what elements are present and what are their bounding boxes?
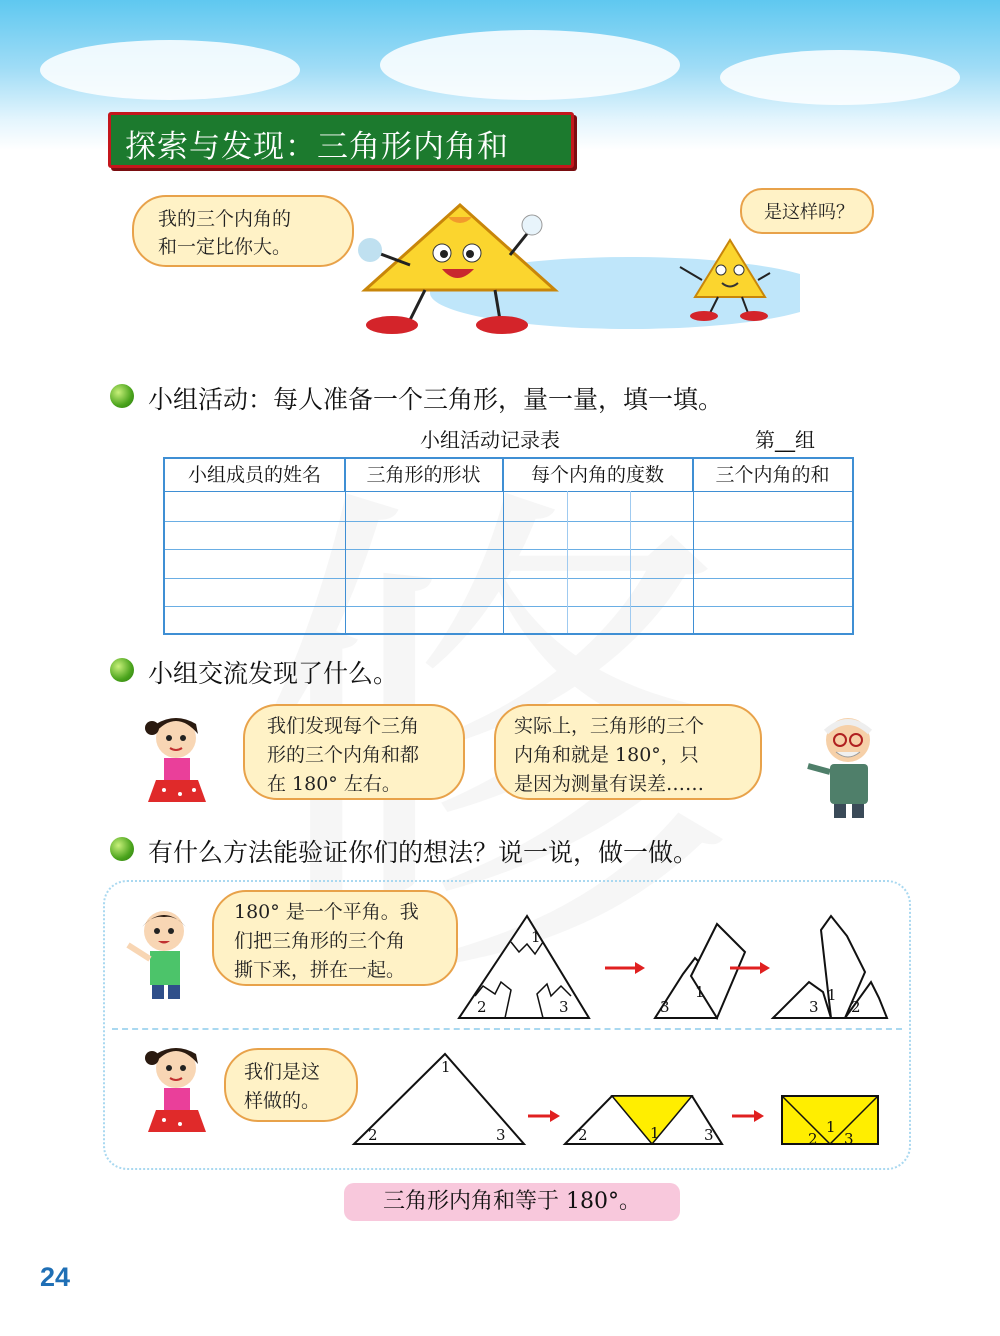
bubble-line: 是因为测量有误差…… <box>514 773 705 795</box>
angle-label: 2 <box>368 1126 378 1144</box>
angle-label: 3 <box>844 1130 854 1148</box>
angle-label: 2 <box>808 1130 818 1148</box>
conclusion-banner: 三角形内角和等于 180°。 <box>344 1183 680 1221</box>
bubble-line: 样做的。 <box>244 1090 321 1112</box>
bubble-line: 们把三角形的三个角 <box>234 930 406 952</box>
column-header: 三个内角的和 <box>715 464 830 486</box>
shoe-icon <box>366 316 418 334</box>
table-row <box>165 521 852 522</box>
boy-character-illustration <box>122 905 210 1005</box>
angle-label: 1 <box>441 1058 451 1076</box>
page-title: 探索与发现：三角形内角和 <box>125 129 509 165</box>
glove-icon <box>522 215 542 235</box>
speech-bubble-big-triangle <box>132 195 354 267</box>
angle-label: 1 <box>531 928 541 946</box>
angle-label: 3 <box>809 998 819 1016</box>
discussion-instruction: 小组交流发现了什么。 <box>148 659 399 688</box>
table-row <box>165 606 852 607</box>
bubble-line: 180° 是一个平角。我 <box>234 901 419 923</box>
speech-bubble-girl <box>243 704 465 800</box>
angle-label: 2 <box>851 998 861 1016</box>
angle-label: 3 <box>559 998 569 1016</box>
bubble-line: 在 180° 左右。 <box>267 773 401 795</box>
triangle-characters-illustration <box>330 195 800 345</box>
angle-label: 3 <box>496 1126 506 1144</box>
bubble-line: 是这样吗？ <box>764 202 854 223</box>
table-row <box>165 578 852 579</box>
teacher-character-illustration <box>800 712 890 822</box>
column-header: 三角形的形状 <box>345 459 503 491</box>
bubble-line: 我的三个内角的 <box>158 208 292 230</box>
angle-label: 1 <box>650 1124 660 1142</box>
girl-character-illustration <box>140 1042 220 1142</box>
page-number: 24 <box>40 1262 71 1292</box>
table-column-rule <box>693 459 694 633</box>
table-column-rule <box>630 491 631 633</box>
speech-bubble-girl-2 <box>224 1048 358 1122</box>
angle-label: 3 <box>660 998 670 1016</box>
green-bullet-icon <box>110 384 134 408</box>
column-header: 每个内角的度数 <box>503 459 693 491</box>
glove-icon <box>358 238 382 262</box>
verify-instruction: 有什么方法能验证你们的想法？说一说，做一做。 <box>148 838 699 867</box>
bubble-line: 撕下来，拼在一起。 <box>234 959 406 981</box>
cloud-decoration <box>380 30 680 100</box>
cloud-decoration <box>40 40 300 100</box>
angle-label: 1 <box>695 983 705 1001</box>
shoe-icon <box>476 316 528 334</box>
title-banner <box>108 112 574 168</box>
speech-bubble-teacher <box>494 704 762 800</box>
table-title: 小组活动记录表 <box>420 428 560 452</box>
fold-corners-diagram <box>350 1050 880 1150</box>
bubble-line: 我们是这 <box>244 1061 321 1083</box>
table-rule <box>165 491 852 492</box>
bubble-line: 内角和就是 180°，只 <box>514 744 699 766</box>
green-bullet-icon <box>110 658 134 682</box>
angle-label: 1 <box>827 986 837 1004</box>
table-column-rule <box>345 459 346 633</box>
column-header: 小组成员的姓名 <box>165 459 345 491</box>
speech-bubble-boy <box>212 890 458 986</box>
divider <box>112 1028 902 1030</box>
girl-character-illustration <box>140 712 220 812</box>
activity-instruction: 小组活动：每人准备一个三角形，量一量，填一填。 <box>148 385 724 414</box>
table-column-rule <box>567 491 568 633</box>
bubble-line: 实际上，三角形的三个 <box>514 715 705 737</box>
bubble-line: 和一定比你大。 <box>158 236 292 258</box>
tear-corners-diagram <box>455 912 895 1024</box>
table-column-rule <box>503 459 504 633</box>
angle-label: 2 <box>578 1126 588 1144</box>
activity-record-table <box>163 457 854 635</box>
green-bullet-icon <box>110 837 134 861</box>
angle-label: 2 <box>477 998 487 1016</box>
table-row <box>165 549 852 550</box>
cloud-decoration <box>720 50 960 105</box>
bubble-line: 形的三个内角和都 <box>267 744 420 766</box>
bubble-line: 我们发现每个三角 <box>267 715 420 737</box>
angle-label: 1 <box>826 1118 836 1136</box>
angle-label: 3 <box>704 1126 714 1144</box>
group-number-label: 第__组 <box>755 428 815 452</box>
